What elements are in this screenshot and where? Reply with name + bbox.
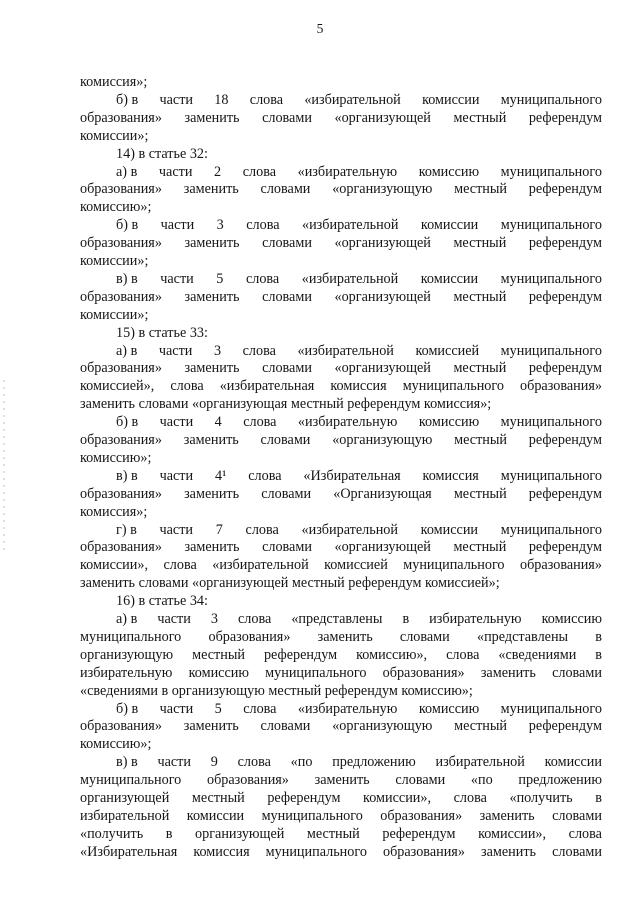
word: местный <box>454 718 508 735</box>
text-line <box>80 235 602 253</box>
word: комиссия»; <box>80 503 148 520</box>
word: образования» <box>80 432 162 448</box>
word: части <box>159 414 194 431</box>
word: слова <box>245 270 280 287</box>
word: словами <box>552 807 602 824</box>
text-line <box>116 754 602 772</box>
word: заменить <box>184 485 240 502</box>
text-line <box>116 468 602 486</box>
word: заменить <box>480 664 536 681</box>
word: заменить <box>183 718 239 735</box>
word: муниципального <box>500 700 602 717</box>
page-number: 5 <box>316 21 324 36</box>
word: комиссию»; <box>80 449 152 466</box>
word: «избирательной <box>301 521 398 538</box>
word: в <box>595 628 602 645</box>
word: комиссией <box>415 342 480 359</box>
word: референдум <box>263 646 338 663</box>
word: слова <box>170 378 204 395</box>
word: 18 <box>214 91 229 108</box>
word: 14) в статье 32: <box>116 145 208 162</box>
word: слова <box>163 557 197 574</box>
text-line <box>80 253 602 271</box>
word: «избирательную <box>297 414 398 431</box>
word: «представлены <box>476 628 569 645</box>
word: образования» <box>208 628 291 645</box>
word: образования» <box>382 843 465 860</box>
word: г) в <box>116 521 137 538</box>
word: референдум <box>267 790 341 806</box>
word: комиссию <box>541 611 602 627</box>
word: «представлены <box>291 611 383 627</box>
word: комиссии», <box>80 557 148 574</box>
word: «Избирательная <box>80 843 178 860</box>
word: части <box>159 467 194 484</box>
word: местный <box>454 432 508 448</box>
scan-artifact <box>3 380 5 550</box>
text-line <box>80 736 602 754</box>
word: 3 <box>213 342 222 359</box>
word: 9 <box>210 754 218 771</box>
word: словами <box>260 181 311 198</box>
text-line <box>80 790 602 808</box>
word: «избирательной <box>304 91 401 108</box>
word: муниципального <box>500 467 602 484</box>
word: комиссию»; <box>80 736 152 753</box>
word: 3 <box>210 611 218 627</box>
word: части <box>159 91 194 108</box>
word: местный <box>453 539 507 556</box>
word: комиссией <box>324 557 388 574</box>
word: «по <box>470 772 493 789</box>
word: 5 <box>214 700 222 717</box>
word: «избирательную <box>297 700 398 717</box>
word: части <box>159 700 194 717</box>
word: б) в <box>116 700 139 717</box>
word: словами <box>262 539 312 556</box>
word: словами <box>262 235 312 252</box>
text-line <box>80 289 602 307</box>
word: избирательную <box>80 664 173 681</box>
word: слова <box>245 521 279 538</box>
text-line <box>80 718 602 736</box>
word: референдум <box>528 432 602 448</box>
text-line <box>116 92 602 110</box>
word: словами <box>552 843 602 860</box>
word: «Организующая <box>333 485 432 502</box>
word: слова <box>248 467 282 484</box>
text-line <box>80 74 602 92</box>
word: образования» <box>80 539 162 556</box>
word: «получить <box>509 790 573 806</box>
word: слова <box>246 217 280 234</box>
word: «организующей <box>334 109 431 126</box>
word: 5 <box>216 270 224 287</box>
text-line <box>80 128 602 146</box>
text-line <box>80 539 602 557</box>
word: предложению <box>332 754 416 771</box>
word: референдум <box>528 718 602 735</box>
word: образования» <box>80 109 162 126</box>
word: комиссии <box>420 521 479 538</box>
word: слова <box>238 611 272 627</box>
word: образования» <box>206 772 289 789</box>
word: комиссии <box>420 217 479 234</box>
word: комиссии», <box>478 825 547 842</box>
word: образования» <box>520 378 602 395</box>
word: комиссия <box>330 378 387 395</box>
word: комиссия <box>193 843 250 860</box>
word: б) в <box>116 91 139 108</box>
word: словами <box>262 288 312 305</box>
text-line <box>116 611 602 629</box>
word: заменить словами «организующей местный референдум комиссией»; <box>80 575 500 592</box>
text-line <box>116 164 602 182</box>
word: местный <box>306 825 360 842</box>
word: заменить <box>479 807 535 824</box>
word: а) в <box>116 163 138 180</box>
word: избирательной <box>80 807 170 824</box>
word: муниципального <box>402 378 504 395</box>
word: комиссии», <box>363 790 432 806</box>
word: образования» <box>80 181 162 198</box>
word: «получить <box>80 825 144 842</box>
word: слова <box>568 825 602 842</box>
word: «организующей <box>334 235 431 252</box>
word: части <box>157 611 191 627</box>
text-line <box>80 181 602 199</box>
text-line <box>80 665 602 683</box>
word: «избирательной <box>301 270 399 287</box>
word: образования» <box>80 360 162 377</box>
word: местный <box>453 360 507 377</box>
word: части <box>160 270 194 287</box>
word: словами <box>260 718 311 735</box>
word: словами <box>395 772 446 789</box>
word: муниципального <box>500 217 602 234</box>
word: «организующую <box>332 718 433 735</box>
word: «организующей <box>334 288 431 305</box>
word: комиссия <box>422 467 479 484</box>
text-line <box>116 325 602 343</box>
word: в) в <box>116 754 138 771</box>
word: образования» <box>80 235 162 252</box>
word: местный <box>453 109 507 126</box>
word: б) в <box>116 414 139 431</box>
word: в) в <box>116 467 138 484</box>
word: части <box>160 217 195 234</box>
word: «избирательной <box>301 217 399 234</box>
word: 2 <box>214 163 222 180</box>
text-line <box>116 343 602 361</box>
word: 16) в статье 34: <box>116 593 208 610</box>
word: комиссию <box>418 414 480 431</box>
word: муниципального <box>500 521 602 538</box>
word: слова <box>243 414 277 431</box>
word: референдум <box>528 288 602 305</box>
word: комиссии»; <box>80 253 149 269</box>
word: местный <box>453 235 507 252</box>
word: в) в <box>116 270 138 287</box>
word: референдум <box>528 360 602 377</box>
text-line <box>80 432 602 450</box>
word: образования» <box>80 485 162 502</box>
word: слова <box>249 91 284 108</box>
word: в <box>402 611 410 627</box>
text-line <box>80 647 602 665</box>
word: части <box>158 163 193 180</box>
word: слова <box>237 754 271 771</box>
word: комиссию <box>188 664 249 681</box>
word: 4 <box>214 414 222 431</box>
word: комиссии <box>422 91 480 108</box>
word: муниципального <box>80 628 182 645</box>
word: комиссию <box>418 700 480 717</box>
word: слова <box>242 342 276 359</box>
word: образования» <box>80 288 162 305</box>
word: заменить <box>184 360 240 377</box>
word: заменить <box>184 539 240 556</box>
word: избирательную <box>429 611 522 627</box>
word: 4¹ <box>214 467 227 484</box>
word: заменить <box>317 628 373 645</box>
word: референдум <box>528 539 602 556</box>
word: комиссии <box>186 807 245 824</box>
word: референдум <box>528 235 602 252</box>
word: муниципального <box>500 342 602 359</box>
word: референдум <box>528 181 602 198</box>
word: словами <box>261 485 312 502</box>
word: заменить <box>183 432 239 448</box>
text-line <box>116 414 602 432</box>
word: образования» <box>380 807 463 824</box>
word: муниципального <box>500 91 602 108</box>
text-line <box>80 575 602 593</box>
word: комиссии <box>544 754 602 771</box>
text-line <box>116 271 602 289</box>
word: слова <box>446 646 480 663</box>
word: «сведениями <box>498 646 577 663</box>
word: организующей <box>195 825 285 842</box>
word: заменить <box>314 772 370 789</box>
word: референдум <box>382 825 456 842</box>
word: комиссии»; <box>80 306 149 323</box>
word: заменить <box>184 235 240 252</box>
word: части <box>157 754 191 771</box>
word: муниципального <box>500 270 602 287</box>
text-line <box>80 683 602 701</box>
text-line <box>80 808 602 826</box>
word: комиссию», <box>356 646 428 663</box>
word: комиссию <box>418 163 480 180</box>
text-line <box>116 146 602 164</box>
word: заменить <box>184 288 240 305</box>
word: 7 <box>215 521 223 538</box>
text-line <box>116 701 602 719</box>
text-line <box>116 217 602 235</box>
word: комиссию»; <box>80 199 152 216</box>
word: местный <box>192 646 245 663</box>
word: словами <box>260 432 311 448</box>
word: словами <box>262 360 312 377</box>
text-line <box>80 378 602 396</box>
word: заменить словами «организующая местный референдум комиссия»; <box>80 396 492 413</box>
text-line <box>80 450 602 468</box>
text-line <box>80 504 602 522</box>
word: а) в <box>116 611 138 627</box>
word: слова <box>242 163 277 180</box>
text-line <box>80 826 602 844</box>
word: комиссии»; <box>80 127 149 144</box>
text-line <box>80 396 602 414</box>
word: 3 <box>216 217 224 234</box>
word: «избирательную <box>297 163 398 180</box>
word: «избирательной <box>212 557 309 574</box>
word: «организующую <box>332 181 433 198</box>
word: «организующей <box>334 539 431 556</box>
word: муниципального <box>403 557 505 574</box>
word: «по <box>290 754 313 771</box>
text-line <box>80 199 602 217</box>
text-line <box>116 593 602 611</box>
word: «Избирательная <box>303 467 401 484</box>
word: слова <box>453 790 487 806</box>
word: муниципального <box>80 772 182 789</box>
word: «организующей <box>334 360 431 377</box>
word: местный <box>453 288 507 305</box>
word: «избирательной <box>297 342 394 359</box>
word: слова <box>243 700 277 717</box>
word: муниципального <box>265 664 367 681</box>
word: заменить <box>183 181 239 198</box>
word: в <box>595 790 602 806</box>
text-line <box>116 522 602 540</box>
word: местный <box>191 790 245 806</box>
word: референдум <box>528 485 602 502</box>
word: б) в <box>116 217 139 234</box>
word: муниципального <box>500 163 602 180</box>
word: в <box>165 825 173 842</box>
word: словами <box>399 628 450 645</box>
word: комиссии <box>420 270 479 287</box>
word: словами <box>552 664 602 681</box>
text-line <box>80 307 602 325</box>
word: «избирательная <box>219 378 315 395</box>
word: словами <box>262 109 312 126</box>
word: комиссией», <box>80 378 155 395</box>
word: «сведениями в организующую местный референдум комиссию»; <box>80 682 473 699</box>
word: в <box>595 646 602 663</box>
word: организующую <box>80 646 174 663</box>
text-line <box>80 629 602 647</box>
word: части <box>159 521 194 538</box>
word: местный <box>454 181 508 198</box>
text-line <box>80 486 602 504</box>
text-line <box>80 557 602 575</box>
text-line <box>80 772 602 790</box>
word: а) в <box>116 342 138 359</box>
word: муниципального <box>261 807 363 824</box>
word: 15) в статье 33: <box>116 324 208 341</box>
word: образования» <box>80 718 162 735</box>
word: заменить <box>184 109 240 126</box>
word: референдум <box>528 109 602 126</box>
word: местный <box>453 485 507 502</box>
word: «организующую <box>332 432 433 448</box>
word: заменить <box>480 843 537 860</box>
word: муниципального <box>500 414 602 431</box>
text-line <box>80 360 602 378</box>
word: избирательной <box>435 754 525 771</box>
word: части <box>158 342 193 359</box>
text-line <box>80 110 602 128</box>
word: муниципального <box>265 843 367 860</box>
text-line <box>80 844 602 862</box>
word: комиссия»; <box>80 74 148 90</box>
word: предложению <box>518 772 602 789</box>
word: образования» <box>520 557 602 574</box>
word: организующей <box>80 790 170 806</box>
word: образования» <box>382 664 465 681</box>
